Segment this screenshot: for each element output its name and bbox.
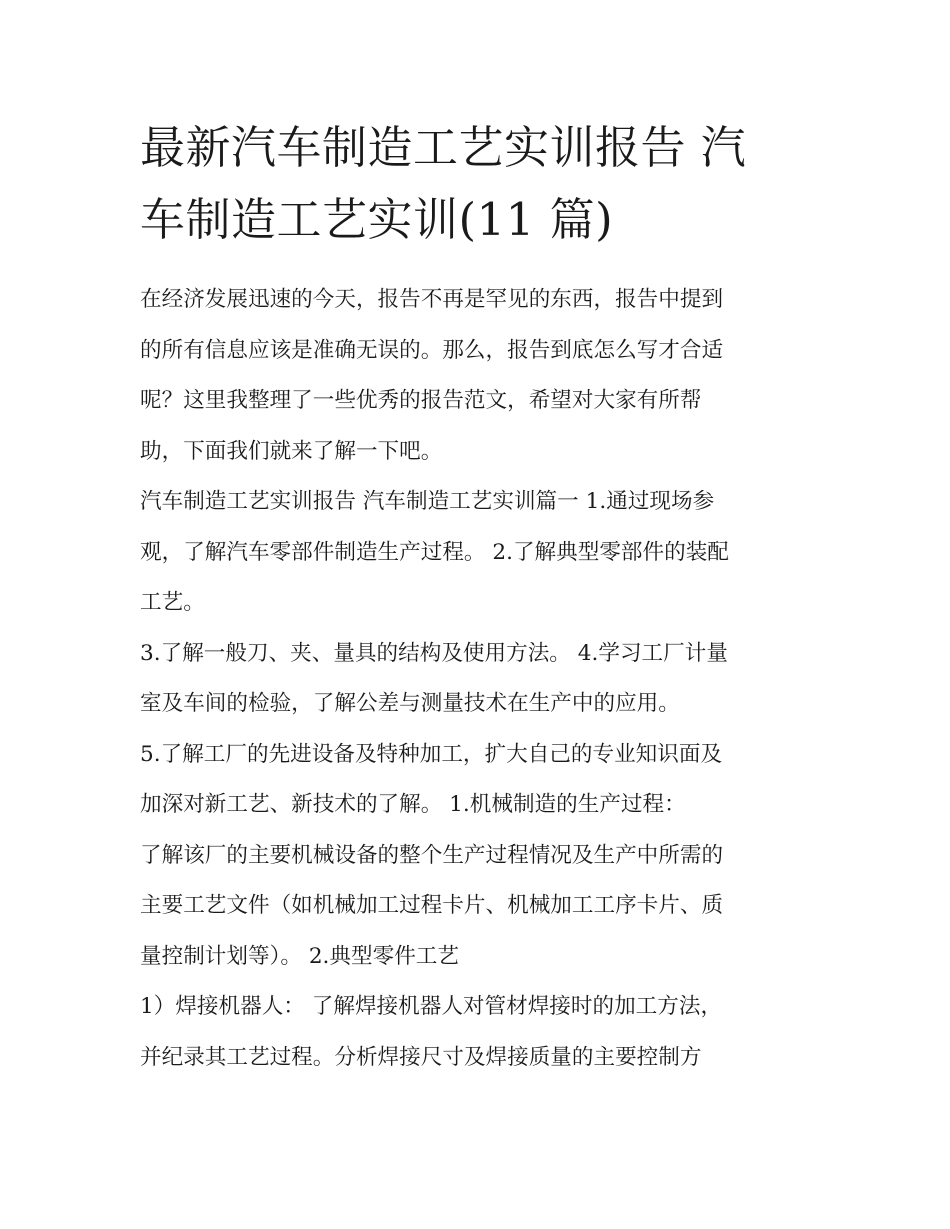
document-body [140, 275, 816, 1083]
document-title [140, 112, 820, 256]
paragraph-item-5 [140, 730, 816, 831]
text-line: 工艺。 [140, 590, 205, 615]
text-line: 助，下面我们就来了解一下吧。 [140, 438, 443, 464]
paragraph-welding [140, 982, 816, 1083]
paragraph-intro [140, 275, 816, 477]
text-line: 的所有信息应该是准确无误的。那么，报告到底怎么写才合适 [140, 337, 724, 363]
text-line: 并纪录其工艺过程。分析焊接尺寸及焊接质量的主要控制方 [140, 1044, 702, 1070]
title-line-1: 最新汽车制造工艺实训报告 汽 [140, 121, 747, 174]
paragraph-item-3-4 [140, 629, 816, 730]
title-line-2: 车制造工艺实训(11 篇) [140, 193, 614, 246]
text-line: 在经济发展迅速的今天，报告不再是罕见的东西，报告中提到 [140, 287, 724, 312]
paragraph-section-1 [140, 477, 816, 629]
text-line: 汽车制造工艺实训报告 汽车制造工艺实训篇一 1.通过现场参 [140, 489, 715, 514]
text-line: 了解该厂的主要机械设备的整个生产过程情况及生产中所需的 [140, 842, 724, 868]
text-line: 主要工艺文件（如机械加工过程卡片、机械加工工序卡片、质 [140, 893, 724, 918]
text-line: 5.了解工厂的先进设备及特种加工，扩大自己的专业知识面及 [140, 741, 723, 767]
text-line: 观，了解汽车零部件制造生产过程。 2.了解典型零部件的装配 [140, 539, 729, 565]
text-line: 1）焊接机器人： 了解焊接机器人对管材焊接时的加工方法， [140, 994, 723, 1019]
text-line: 室及车间的检验，了解公差与测量技术在生产中的应用。 [140, 691, 680, 716]
paragraph-process [140, 831, 816, 983]
text-line: 3.了解一般刀、夹、量具的结构及使用方法。 4.学习工厂计量 [140, 640, 728, 666]
text-line: 加深对新工艺、新技术的了解。 1.机械制造的生产过程： [140, 792, 686, 817]
text-line: 呢？这里我整理了一些优秀的报告范文，希望对大家有所帮 [140, 388, 702, 413]
text-line: 量控制计划等）。 2.典型零件工艺 [140, 943, 459, 969]
